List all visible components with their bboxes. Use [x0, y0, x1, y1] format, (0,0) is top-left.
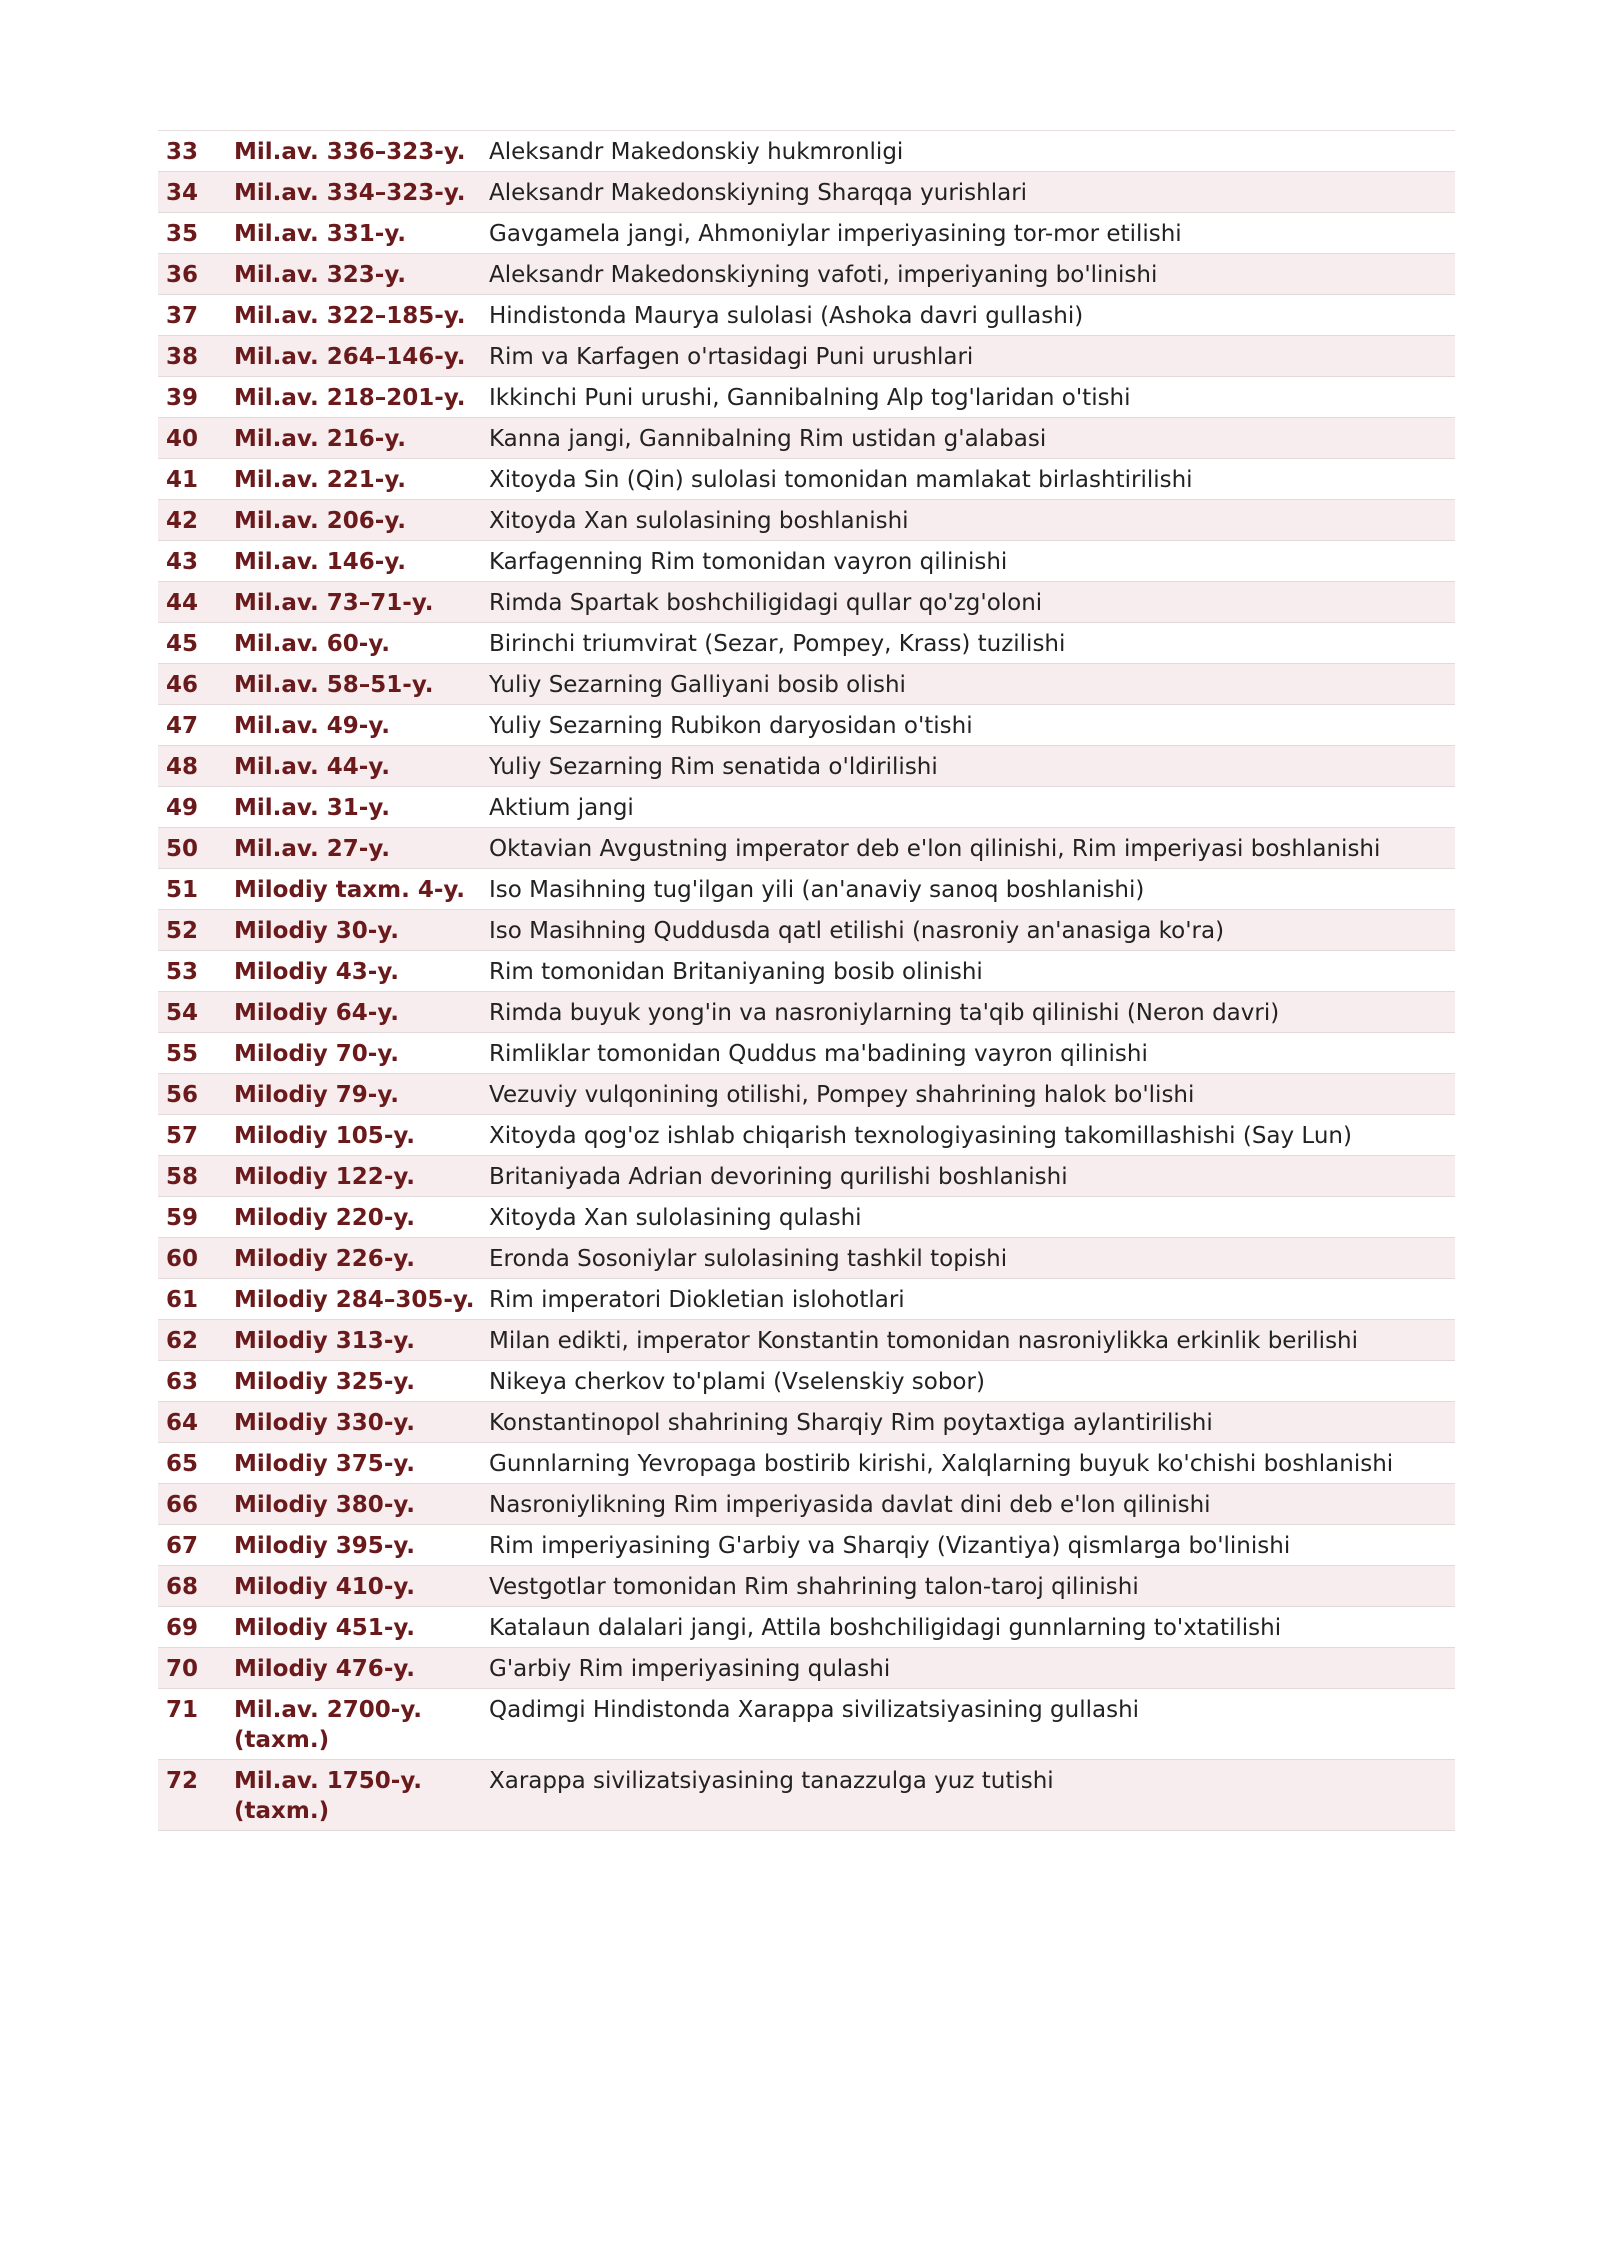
row-event: Nikeya cherkov to'plami (Vselenskiy sobor) [486, 1361, 1455, 1402]
row-event: Rimda buyuk yong'in va nasroniylarning ta'qib qilinishi (Neron davri) [486, 992, 1455, 1033]
row-date: Mil.av. 334–323-y. [234, 172, 486, 213]
table-row [158, 1566, 1455, 1607]
row-event: Aleksandr Makedonskiy hukmronligi [486, 131, 1455, 172]
row-date: Milodiy 375-y. [234, 1443, 486, 1484]
row-date: Mil.av. 322–185-y. [234, 295, 486, 336]
table-row [158, 1484, 1455, 1525]
row-number: 54 [158, 992, 234, 1033]
row-number: 67 [158, 1525, 234, 1566]
row-date: Milodiy 122-y. [234, 1156, 486, 1197]
row-event: Karfagenning Rim tomonidan vayron qilinishi [486, 541, 1455, 582]
row-number: 72 [158, 1760, 234, 1831]
row-date: Milodiy 64-y. [234, 992, 486, 1033]
row-event: Milan edikti, imperator Konstantin tomonidan nasroniylikka erkinlik berilishi [486, 1320, 1455, 1361]
table-row [158, 1689, 1455, 1760]
row-number: 56 [158, 1074, 234, 1115]
row-event: Hindistonda Maurya sulolasi (Ashoka davri gullashi) [486, 295, 1455, 336]
row-number: 45 [158, 623, 234, 664]
row-number: 57 [158, 1115, 234, 1156]
row-event: Xitoyda Xan sulolasining boshlanishi [486, 500, 1455, 541]
row-date: Mil.av. 218–201-y. [234, 377, 486, 418]
row-date: Mil.av. 206-y. [234, 500, 486, 541]
row-event: Iso Masihning tug'ilgan yili (an'anaviy sanoq boshlanishi) [486, 869, 1455, 910]
row-event: Iso Masihning Quddusda qatl etilishi (nasroniy an'anasiga ko'ra) [486, 910, 1455, 951]
table-row [158, 1074, 1455, 1115]
row-event: Vezuviy vulqonining otilishi, Pompey shahrining halok bo'lishi [486, 1074, 1455, 1115]
table-row [158, 254, 1455, 295]
row-number: 63 [158, 1361, 234, 1402]
row-number: 55 [158, 1033, 234, 1074]
row-number: 36 [158, 254, 234, 295]
row-date: Mil.av. 60-y. [234, 623, 486, 664]
row-number: 60 [158, 1238, 234, 1279]
row-number: 39 [158, 377, 234, 418]
table-row [158, 828, 1455, 869]
row-number: 70 [158, 1648, 234, 1689]
row-number: 43 [158, 541, 234, 582]
row-date: Milodiy 395-y. [234, 1525, 486, 1566]
table-row [158, 1197, 1455, 1238]
row-number: 68 [158, 1566, 234, 1607]
row-event: Yuliy Sezarning Galliyani bosib olishi [486, 664, 1455, 705]
row-number: 65 [158, 1443, 234, 1484]
row-event: Rimda Spartak boshchiligidagi qullar qo'zg'oloni [486, 582, 1455, 623]
row-date: Mil.av. 216-y. [234, 418, 486, 459]
row-number: 51 [158, 869, 234, 910]
table-row [158, 131, 1455, 172]
row-date: Milodiy 79-y. [234, 1074, 486, 1115]
row-date: Mil.av. 221-y. [234, 459, 486, 500]
row-date: Mil.av. 264–146-y. [234, 336, 486, 377]
row-event: Rimliklar tomonidan Quddus ma'badining vayron qilinishi [486, 1033, 1455, 1074]
row-number: 40 [158, 418, 234, 459]
table-row [158, 1760, 1455, 1831]
row-number: 48 [158, 746, 234, 787]
table-row [158, 1525, 1455, 1566]
row-event: Britaniyada Adrian devorining qurilishi boshlanishi [486, 1156, 1455, 1197]
table-row [158, 295, 1455, 336]
table-row [158, 705, 1455, 746]
row-date: Milodiy 43-y. [234, 951, 486, 992]
row-date: Milodiy taxm. 4-y. [234, 869, 486, 910]
row-number: 59 [158, 1197, 234, 1238]
row-number: 52 [158, 910, 234, 951]
row-number: 38 [158, 336, 234, 377]
table-row [158, 1320, 1455, 1361]
row-event: G'arbiy Rim imperiyasining qulashi [486, 1648, 1455, 1689]
row-event: Eronda Sosoniylar sulolasining tashkil topishi [486, 1238, 1455, 1279]
row-date: Milodiy 380-y. [234, 1484, 486, 1525]
row-number: 44 [158, 582, 234, 623]
row-number: 42 [158, 500, 234, 541]
row-date: Mil.av. 58–51-y. [234, 664, 486, 705]
row-event: Gavgamela jangi, Ahmoniylar imperiyasining tor-mor etilishi [486, 213, 1455, 254]
row-event: Yuliy Sezarning Rim senatida o'ldirilishi [486, 746, 1455, 787]
row-number: 66 [158, 1484, 234, 1525]
row-date: Mil.av. 146-y. [234, 541, 486, 582]
row-number: 47 [158, 705, 234, 746]
row-event: Aleksandr Makedonskiyning vafoti, imperiyaning bo'linishi [486, 254, 1455, 295]
chronology-table-body [158, 131, 1455, 1831]
row-date: Milodiy 30-y. [234, 910, 486, 951]
row-event: Xitoyda Sin (Qin) sulolasi tomonidan mamlakat birlashtirilishi [486, 459, 1455, 500]
row-number: 46 [158, 664, 234, 705]
row-date: Milodiy 220-y. [234, 1197, 486, 1238]
row-number: 34 [158, 172, 234, 213]
row-number: 61 [158, 1279, 234, 1320]
row-date: Mil.av. 2700-y. (taxm.) [234, 1689, 486, 1760]
table-row [158, 664, 1455, 705]
row-event: Kanna jangi, Gannibalning Rim ustidan g'alabasi [486, 418, 1455, 459]
row-event: Yuliy Sezarning Rubikon daryosidan o'tishi [486, 705, 1455, 746]
table-row [158, 951, 1455, 992]
row-event: Vestgotlar tomonidan Rim shahrining talon-taroj qilinishi [486, 1566, 1455, 1607]
table-row [158, 541, 1455, 582]
row-date: Milodiy 451-y. [234, 1607, 486, 1648]
row-date: Mil.av. 331-y. [234, 213, 486, 254]
table-row [158, 418, 1455, 459]
row-event: Xarappa sivilizatsiyasining tanazzulga yuz tutishi [486, 1760, 1455, 1831]
row-number: 64 [158, 1402, 234, 1443]
table-row [158, 500, 1455, 541]
table-row [158, 1238, 1455, 1279]
table-row [158, 336, 1455, 377]
row-date: Mil.av. 31-y. [234, 787, 486, 828]
row-date: Mil.av. 44-y. [234, 746, 486, 787]
row-number: 49 [158, 787, 234, 828]
row-event: Aktium jangi [486, 787, 1455, 828]
row-date: Mil.av. 73–71-y. [234, 582, 486, 623]
row-date: Mil.av. 336–323-y. [234, 131, 486, 172]
row-date: Milodiy 70-y. [234, 1033, 486, 1074]
table-row [158, 1443, 1455, 1484]
row-date: Mil.av. 27-y. [234, 828, 486, 869]
table-row [158, 1033, 1455, 1074]
table-row [158, 787, 1455, 828]
row-event: Rim tomonidan Britaniyaning bosib olinishi [486, 951, 1455, 992]
table-row [158, 869, 1455, 910]
table-row [158, 1279, 1455, 1320]
table-row [158, 1402, 1455, 1443]
row-number: 33 [158, 131, 234, 172]
row-date: Mil.av. 1750-y. (taxm.) [234, 1760, 486, 1831]
row-event: Nasroniylikning Rim imperiyasida davlat dini deb e'lon qilinishi [486, 1484, 1455, 1525]
row-event: Ikkinchi Puni urushi, Gannibalning Alp tog'laridan o'tishi [486, 377, 1455, 418]
row-date: Mil.av. 49-y. [234, 705, 486, 746]
table-row [158, 992, 1455, 1033]
row-event: Konstantinopol shahrining Sharqiy Rim poytaxtiga aylantirilishi [486, 1402, 1455, 1443]
row-date: Milodiy 330-y. [234, 1402, 486, 1443]
row-event: Rim imperatori Diokletian islohotlari [486, 1279, 1455, 1320]
row-date: Milodiy 325-y. [234, 1361, 486, 1402]
row-number: 69 [158, 1607, 234, 1648]
row-event: Birinchi triumvirat (Sezar, Pompey, Krass) tuzilishi [486, 623, 1455, 664]
row-event: Rim imperiyasining G'arbiy va Sharqiy (Vizantiya) qismlarga bo'linishi [486, 1525, 1455, 1566]
row-number: 50 [158, 828, 234, 869]
row-date: Milodiy 476-y. [234, 1648, 486, 1689]
row-number: 35 [158, 213, 234, 254]
row-event: Katalaun dalalari jangi, Attila boshchiligidagi gunnlarning to'xtatilishi [486, 1607, 1455, 1648]
row-number: 71 [158, 1689, 234, 1760]
row-number: 53 [158, 951, 234, 992]
row-event: Gunnlarning Yevropaga bostirib kirishi, Xalqlarning buyuk ko'chishi boshlanishi [486, 1443, 1455, 1484]
row-date: Milodiy 410-y. [234, 1566, 486, 1607]
table-row [158, 172, 1455, 213]
chronology-table [158, 130, 1455, 1831]
table-row [158, 746, 1455, 787]
row-date: Milodiy 226-y. [234, 1238, 486, 1279]
table-row [158, 459, 1455, 500]
row-event: Oktavian Avgustning imperator deb e'lon qilinishi, Rim imperiyasi boshlanishi [486, 828, 1455, 869]
row-number: 58 [158, 1156, 234, 1197]
row-number: 62 [158, 1320, 234, 1361]
row-date: Mil.av. 323-y. [234, 254, 486, 295]
table-row [158, 1648, 1455, 1689]
table-row [158, 213, 1455, 254]
table-row [158, 377, 1455, 418]
row-event: Xitoyda qog'oz ishlab chiqarish texnologiyasining takomillashishi (Say Lun) [486, 1115, 1455, 1156]
row-event: Rim va Karfagen o'rtasidagi Puni urushlari [486, 336, 1455, 377]
row-event: Aleksandr Makedonskiyning Sharqqa yurishlari [486, 172, 1455, 213]
table-row [158, 1607, 1455, 1648]
row-number: 41 [158, 459, 234, 500]
row-date: Milodiy 105-y. [234, 1115, 486, 1156]
table-row [158, 1361, 1455, 1402]
row-date: Milodiy 284–305-y. [234, 1279, 486, 1320]
table-row [158, 623, 1455, 664]
table-row [158, 910, 1455, 951]
table-row [158, 1156, 1455, 1197]
row-event: Xitoyda Xan sulolasining qulashi [486, 1197, 1455, 1238]
table-row [158, 582, 1455, 623]
document-page [158, 130, 1455, 1831]
table-row [158, 1115, 1455, 1156]
row-number: 37 [158, 295, 234, 336]
row-date: Milodiy 313-y. [234, 1320, 486, 1361]
row-event: Qadimgi Hindistonda Xarappa sivilizatsiyasining gullashi [486, 1689, 1455, 1760]
